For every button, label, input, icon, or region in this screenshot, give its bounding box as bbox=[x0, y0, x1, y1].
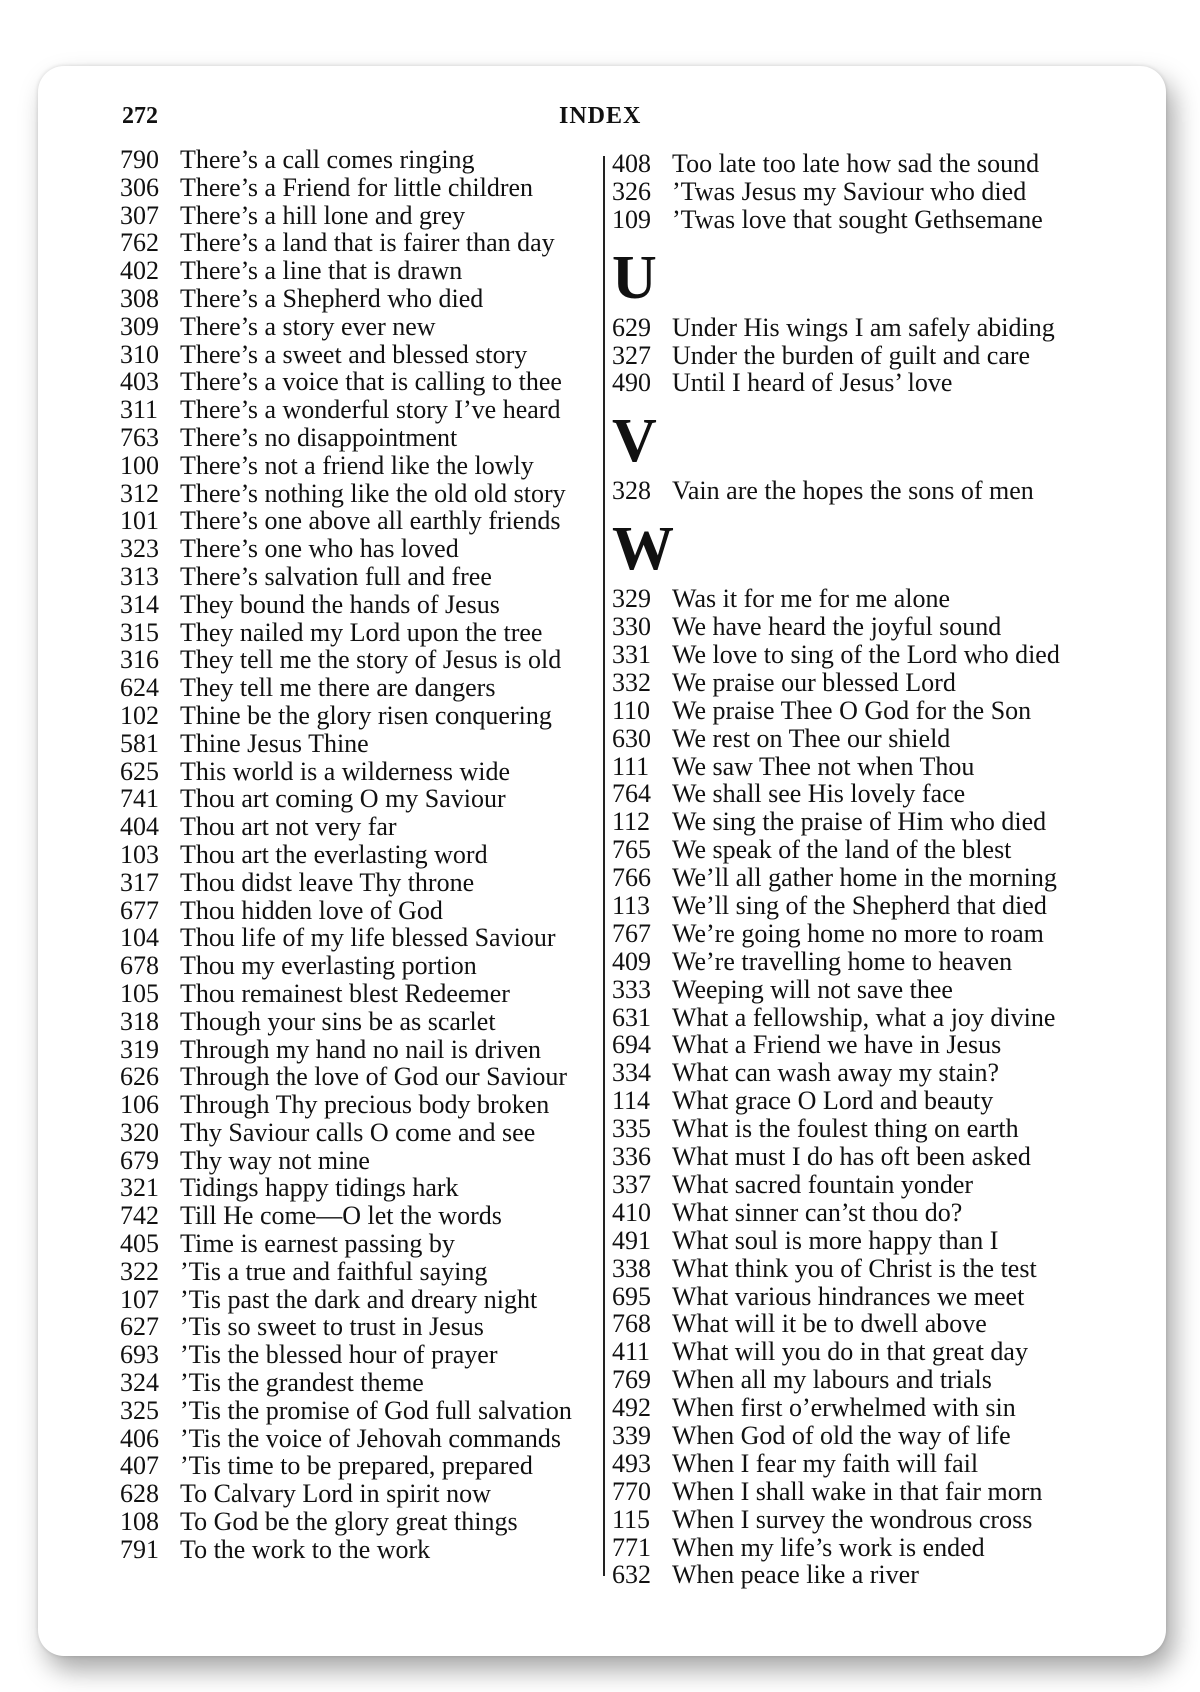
hymn-number: 762 bbox=[120, 228, 159, 258]
section-letter-u: U bbox=[612, 243, 657, 312]
index-entry bbox=[120, 1258, 600, 1286]
hymn-title: We have heard the joyful sound bbox=[672, 612, 1002, 642]
hymn-number: 790 bbox=[120, 145, 159, 174]
hymn-title: What sacred fountain yonder bbox=[672, 1169, 974, 1199]
index-entry bbox=[120, 1119, 600, 1147]
index-entry bbox=[120, 202, 600, 230]
hymn-number: 328 bbox=[612, 476, 651, 506]
hymn-number: 493 bbox=[612, 1448, 651, 1478]
column-divider bbox=[603, 156, 605, 1576]
hymn-title: They bound the hands of Jesus bbox=[180, 589, 500, 619]
hymn-title: To the work to the work bbox=[180, 1534, 431, 1564]
hymn-number: 105 bbox=[120, 978, 159, 1008]
index-entry bbox=[120, 646, 600, 674]
index-entry bbox=[612, 1004, 1092, 1032]
hymn-number: 408 bbox=[612, 149, 651, 178]
index-entry bbox=[120, 1480, 600, 1508]
hymn-number: 325 bbox=[120, 1395, 159, 1425]
hymn-number: 632 bbox=[612, 1560, 651, 1590]
hymn-number: 318 bbox=[120, 1006, 159, 1036]
hymn-title: There’s not a friend like the lowly bbox=[180, 450, 534, 480]
index-entry bbox=[120, 730, 600, 758]
hymn-title: Thou remainest blest Redeemer bbox=[180, 978, 510, 1008]
hymn-number: 767 bbox=[612, 918, 651, 948]
index-entry bbox=[120, 1397, 600, 1425]
hymn-number: 327 bbox=[612, 340, 651, 370]
hymn-number: 771 bbox=[612, 1532, 651, 1562]
index-entry bbox=[612, 697, 1092, 725]
hymn-title: Thou hidden love of God bbox=[180, 895, 443, 925]
index-entry bbox=[612, 920, 1092, 948]
hymn-title: We praise our blessed Lord bbox=[672, 667, 956, 697]
hymn-title: When I fear my faith will fail bbox=[672, 1448, 979, 1478]
hymn-title: Thou art coming O my Saviour bbox=[180, 784, 506, 814]
index-entry bbox=[612, 150, 1092, 178]
hymn-title: Tidings happy tidings hark bbox=[180, 1173, 459, 1203]
hymn-number: 107 bbox=[120, 1284, 159, 1314]
hymn-title: Through Thy precious body broken bbox=[180, 1090, 550, 1120]
hymn-title: There’s salvation full and free bbox=[180, 561, 492, 591]
hymn-number: 678 bbox=[120, 951, 159, 981]
index-entry bbox=[120, 1063, 600, 1091]
hymn-title: Thou didst leave Thy throne bbox=[180, 867, 475, 897]
page-number: 272 bbox=[122, 103, 158, 129]
hymn-title: What must I do has oft been asked bbox=[672, 1142, 1031, 1172]
index-entry bbox=[120, 174, 600, 202]
hymn-title: ’Twas Jesus my Saviour who died bbox=[672, 176, 1027, 206]
index-entry bbox=[612, 1506, 1092, 1534]
index-entry bbox=[120, 1147, 600, 1175]
index-entry bbox=[612, 1338, 1092, 1366]
hymn-number: 492 bbox=[612, 1393, 651, 1423]
index-entry bbox=[612, 780, 1092, 808]
index-entry bbox=[120, 480, 600, 508]
hymn-number: 337 bbox=[612, 1169, 651, 1199]
index-entry bbox=[120, 591, 600, 619]
index-entry bbox=[612, 1450, 1092, 1478]
hymn-title: There’s a land that is fairer than day bbox=[180, 228, 555, 258]
hymn-title: We’ll all gather home in the morning bbox=[672, 863, 1057, 893]
hymn-number: 581 bbox=[120, 728, 159, 758]
hymn-title: There’s a Shepherd who died bbox=[180, 283, 484, 313]
hymn-number: 630 bbox=[612, 723, 651, 753]
hymn-number: 677 bbox=[120, 895, 159, 925]
index-entry bbox=[120, 368, 600, 396]
hymn-title: What grace O Lord and beauty bbox=[672, 1086, 994, 1116]
hymn-title: When I survey the wondrous cross bbox=[672, 1504, 1033, 1534]
index-entry bbox=[612, 1115, 1092, 1143]
index-entry bbox=[120, 674, 600, 702]
hymn-number: 629 bbox=[612, 312, 651, 342]
index-entry bbox=[612, 342, 1092, 370]
index-entry bbox=[120, 1341, 600, 1369]
hymn-title: There’s one above all earthly friends bbox=[180, 506, 561, 536]
hymn-title: What soul is more happy than I bbox=[672, 1225, 999, 1255]
hymn-number: 115 bbox=[612, 1504, 651, 1534]
hymn-title: Time is earnest passing by bbox=[180, 1229, 455, 1259]
index-entry bbox=[120, 563, 600, 591]
hymn-title: Too late too late how sad the sound bbox=[672, 149, 1040, 178]
index-entry bbox=[612, 1394, 1092, 1422]
index-entry bbox=[120, 785, 600, 813]
hymn-title: Till He come—O let the words bbox=[180, 1201, 502, 1231]
hymn-title: ’Tis past the dark and dreary night bbox=[180, 1284, 538, 1314]
hymn-title: To God be the glory great things bbox=[180, 1507, 518, 1537]
hymn-number: 113 bbox=[612, 891, 651, 921]
index-entry bbox=[612, 206, 1092, 234]
index-entry bbox=[612, 178, 1092, 206]
hymn-number: 324 bbox=[120, 1368, 159, 1398]
index-entry bbox=[120, 897, 600, 925]
hymn-number: 335 bbox=[612, 1114, 651, 1144]
index-entry bbox=[120, 1452, 600, 1480]
hymn-number: 309 bbox=[120, 311, 159, 341]
index-entry bbox=[120, 285, 600, 313]
hymn-title: When peace like a river bbox=[672, 1560, 919, 1590]
hymn-title: ’Twas love that sought Gethsemane bbox=[672, 204, 1043, 234]
hymn-number: 491 bbox=[612, 1225, 651, 1255]
hymn-title: Was it for me for me alone bbox=[672, 584, 951, 614]
hymn-title: There’s one who has loved bbox=[180, 534, 459, 564]
hymn-title: What will you do in that great day bbox=[672, 1337, 1028, 1367]
index-entry bbox=[612, 725, 1092, 753]
index-entry bbox=[120, 1536, 600, 1564]
index-entry bbox=[120, 952, 600, 980]
index-entry bbox=[120, 257, 600, 285]
hymn-title: Thine Jesus Thine bbox=[180, 728, 369, 758]
index-entry bbox=[612, 314, 1092, 342]
hymn-title: There’s a story ever new bbox=[180, 311, 436, 341]
index-entry bbox=[612, 669, 1092, 697]
hymn-number: 694 bbox=[612, 1030, 651, 1060]
hymn-title: We rest on Thee our shield bbox=[672, 723, 951, 753]
hymn-number: 410 bbox=[612, 1197, 651, 1227]
index-entry bbox=[612, 1059, 1092, 1087]
index-entry bbox=[120, 452, 600, 480]
hymn-number: 326 bbox=[612, 176, 651, 206]
hymn-title: When I shall wake in that fair morn bbox=[672, 1476, 1043, 1506]
hymn-number: 106 bbox=[120, 1090, 159, 1120]
section-w-entries bbox=[612, 585, 1092, 1589]
index-entry bbox=[612, 1366, 1092, 1394]
hymn-title: We shall see His lovely face bbox=[672, 779, 966, 809]
section-letter-v: V bbox=[612, 407, 657, 476]
hymn-title: To Calvary Lord in spirit now bbox=[180, 1479, 491, 1509]
hymn-number: 323 bbox=[120, 534, 159, 564]
hymn-title: What a fellowship, what a joy divine bbox=[672, 1002, 1056, 1032]
index-entry bbox=[612, 1534, 1092, 1562]
index-entry bbox=[120, 1286, 600, 1314]
hymn-number: 764 bbox=[612, 779, 651, 809]
index-entry bbox=[612, 1561, 1092, 1589]
hymn-title: We’re travelling home to heaven bbox=[672, 946, 1013, 976]
index-entry bbox=[612, 753, 1092, 781]
hymn-number: 313 bbox=[120, 561, 159, 591]
index-entry bbox=[612, 948, 1092, 976]
hymn-number: 319 bbox=[120, 1034, 159, 1064]
hymn-number: 404 bbox=[120, 812, 159, 842]
hymn-number: 339 bbox=[612, 1420, 651, 1450]
hymn-number: 769 bbox=[612, 1365, 651, 1395]
hymn-number: 338 bbox=[612, 1253, 651, 1283]
hymn-title: Thy way not mine bbox=[180, 1145, 370, 1175]
hymn-title: Thou art not very far bbox=[180, 812, 397, 842]
hymn-number: 409 bbox=[612, 946, 651, 976]
hymn-title: Weeping will not save thee bbox=[672, 974, 953, 1004]
index-entry bbox=[120, 1425, 600, 1453]
hymn-number: 490 bbox=[612, 368, 651, 398]
hymn-number: 624 bbox=[120, 673, 159, 703]
hymn-title: They tell me there are dangers bbox=[180, 673, 496, 703]
hymn-number: 322 bbox=[120, 1256, 159, 1286]
hymn-title: We saw Thee not when Thou bbox=[672, 751, 975, 781]
section-v-entries bbox=[612, 477, 1092, 505]
hymn-number: 334 bbox=[612, 1058, 651, 1088]
index-entry bbox=[120, 507, 600, 535]
index-entry bbox=[612, 369, 1092, 397]
hymn-title: Through the love of God our Saviour bbox=[180, 1062, 568, 1092]
index-entry bbox=[120, 229, 600, 257]
hymn-title: What sinner can’st thou do? bbox=[672, 1197, 963, 1227]
index-entry bbox=[612, 641, 1092, 669]
hymn-number: 411 bbox=[612, 1337, 651, 1367]
right-top-entries bbox=[612, 150, 1092, 234]
index-entry bbox=[120, 424, 600, 452]
hymn-title: What is the foulest thing on earth bbox=[672, 1114, 1019, 1144]
hymn-number: 742 bbox=[120, 1201, 159, 1231]
hymn-number: 763 bbox=[120, 422, 159, 452]
hymn-title: There’s no disappointment bbox=[180, 422, 458, 452]
hymn-number: 693 bbox=[120, 1340, 159, 1370]
hymn-number: 111 bbox=[612, 751, 650, 781]
hymn-title: Through my hand no nail is driven bbox=[180, 1034, 542, 1064]
hymn-number: 307 bbox=[120, 200, 159, 230]
hymn-title: We speak of the land of the blest bbox=[672, 835, 1012, 865]
hymn-number: 112 bbox=[612, 807, 651, 837]
hymn-title: ’Tis the promise of God full salvation bbox=[180, 1395, 572, 1425]
hymn-number: 768 bbox=[612, 1309, 651, 1339]
hymn-title: We’re going home no more to roam bbox=[672, 918, 1044, 948]
index-entry bbox=[612, 613, 1092, 641]
index-entry bbox=[120, 341, 600, 369]
hymn-number: 628 bbox=[120, 1479, 159, 1509]
hymn-title: What a Friend we have in Jesus bbox=[672, 1030, 1002, 1060]
hymn-number: 316 bbox=[120, 645, 159, 675]
hymn-number: 310 bbox=[120, 339, 159, 369]
index-entry bbox=[612, 1227, 1092, 1255]
hymn-title: Thou my everlasting portion bbox=[180, 951, 477, 981]
hymn-number: 627 bbox=[120, 1312, 159, 1342]
hymn-number: 766 bbox=[612, 863, 651, 893]
hymn-title: What can wash away my stain? bbox=[672, 1058, 1000, 1088]
hymn-number: 101 bbox=[120, 506, 159, 536]
hymn-number: 110 bbox=[612, 695, 651, 725]
index-entry bbox=[612, 892, 1092, 920]
left-column bbox=[120, 146, 600, 1564]
hymn-title: This world is a wilderness wide bbox=[180, 756, 511, 786]
hymn-number: 114 bbox=[612, 1086, 651, 1116]
index-entry bbox=[120, 702, 600, 730]
hymn-number: 405 bbox=[120, 1229, 159, 1259]
hymn-number: 336 bbox=[612, 1142, 651, 1172]
index-entry bbox=[120, 924, 600, 952]
index-entry bbox=[120, 313, 600, 341]
section-letter-w: W bbox=[612, 515, 674, 584]
hymn-title: When my life’s work is ended bbox=[672, 1532, 985, 1562]
hymn-title: ’Tis a true and faithful saying bbox=[180, 1256, 488, 1286]
hymn-title: Under the burden of guilt and care bbox=[672, 340, 1031, 370]
hymn-title: When first o’erwhelmed with sin bbox=[672, 1393, 1016, 1423]
hymn-number: 308 bbox=[120, 283, 159, 313]
hymn-title: What think you of Christ is the test bbox=[672, 1253, 1037, 1283]
hymn-title: Thou life of my life blessed Saviour bbox=[180, 923, 556, 953]
hymn-title: There’s a line that is drawn bbox=[180, 256, 463, 286]
hymn-number: 402 bbox=[120, 256, 159, 286]
index-entry bbox=[612, 1199, 1092, 1227]
hymn-title: Thou art the everlasting word bbox=[180, 839, 488, 869]
hymn-title: Thy Saviour calls O come and see bbox=[180, 1117, 536, 1147]
hymn-number: 320 bbox=[120, 1117, 159, 1147]
hymn-number: 109 bbox=[612, 204, 651, 234]
index-entry bbox=[120, 1230, 600, 1258]
hymn-number: 403 bbox=[120, 367, 159, 397]
section-u bbox=[612, 243, 1092, 398]
index-entry bbox=[612, 836, 1092, 864]
hymn-number: 695 bbox=[612, 1281, 651, 1311]
hymn-number: 626 bbox=[120, 1062, 159, 1092]
hymn-title: There’s nothing like the old old story bbox=[180, 478, 566, 508]
hymn-title: We’ll sing of the Shepherd that died bbox=[672, 891, 1047, 921]
index-entry bbox=[612, 1087, 1092, 1115]
index-entry bbox=[612, 1031, 1092, 1059]
hymn-number: 104 bbox=[120, 923, 159, 953]
hymn-title: They tell me the story of Jesus is old bbox=[180, 645, 562, 675]
index-entry bbox=[612, 864, 1092, 892]
hymn-title: There’s a sweet and blessed story bbox=[180, 339, 528, 369]
index-entry bbox=[612, 976, 1092, 1004]
hymn-number: 406 bbox=[120, 1423, 159, 1453]
index-entry bbox=[612, 585, 1092, 613]
index-entry bbox=[120, 869, 600, 897]
hymn-title: There’s a Friend for little children bbox=[180, 172, 534, 202]
hymn-number: 333 bbox=[612, 974, 651, 1004]
hymn-number: 100 bbox=[120, 450, 159, 480]
right-column bbox=[612, 150, 1092, 1589]
hymn-title: They nailed my Lord upon the tree bbox=[180, 617, 543, 647]
index-entry bbox=[120, 396, 600, 424]
hymn-number: 332 bbox=[612, 667, 651, 697]
hymn-title: When God of old the way of life bbox=[672, 1420, 1011, 1450]
hymn-number: 306 bbox=[120, 172, 159, 202]
hymn-number: 679 bbox=[120, 1145, 159, 1175]
hymn-number: 103 bbox=[120, 839, 159, 869]
hymn-title: What will it be to dwell above bbox=[672, 1309, 987, 1339]
hymn-number: 765 bbox=[612, 835, 651, 865]
hymn-number: 108 bbox=[120, 1507, 159, 1537]
hymn-number: 330 bbox=[612, 612, 651, 642]
hymn-number: 311 bbox=[120, 395, 159, 425]
index-entry bbox=[120, 1008, 600, 1036]
index-entry bbox=[120, 841, 600, 869]
index-entry bbox=[612, 808, 1092, 836]
index-entry bbox=[612, 477, 1092, 505]
index-entry bbox=[120, 619, 600, 647]
page-title: INDEX bbox=[559, 103, 642, 129]
hymn-number: 407 bbox=[120, 1451, 159, 1481]
index-entry bbox=[120, 813, 600, 841]
hymn-title: ’Tis so sweet to trust in Jesus bbox=[180, 1312, 484, 1342]
hymn-title: We sing the praise of Him who died bbox=[672, 807, 1047, 837]
index-entry bbox=[120, 146, 600, 174]
hymn-title: We praise Thee O God for the Son bbox=[672, 695, 1032, 725]
index-entry bbox=[120, 1091, 600, 1119]
index-entry bbox=[612, 1283, 1092, 1311]
hymn-number: 791 bbox=[120, 1534, 159, 1564]
hymn-title: We love to sing of the Lord who died bbox=[672, 640, 1060, 670]
hymn-title: Until I heard of Jesus’ love bbox=[672, 368, 953, 398]
hymn-number: 741 bbox=[120, 784, 159, 814]
hymn-number: 317 bbox=[120, 867, 159, 897]
hymn-title: ’Tis the grandest theme bbox=[180, 1368, 424, 1398]
index-entry bbox=[120, 1369, 600, 1397]
hymn-number: 329 bbox=[612, 584, 651, 614]
hymn-title: There’s a hill lone and grey bbox=[180, 200, 466, 230]
index-entry bbox=[120, 980, 600, 1008]
section-u-entries bbox=[612, 314, 1092, 398]
hymn-number: 102 bbox=[120, 700, 159, 730]
hymn-number: 770 bbox=[612, 1476, 651, 1506]
index-entry bbox=[120, 758, 600, 786]
hymn-number: 631 bbox=[612, 1002, 651, 1032]
hymn-number: 315 bbox=[120, 617, 159, 647]
hymn-title: What various hindrances we meet bbox=[672, 1281, 1025, 1311]
hymn-number: 312 bbox=[120, 478, 159, 508]
hymn-title: When all my labours and trials bbox=[672, 1365, 992, 1395]
index-entry bbox=[612, 1143, 1092, 1171]
hymn-title: ’Tis the voice of Jehovah commands bbox=[180, 1423, 562, 1453]
hymn-title: Vain are the hopes the sons of men bbox=[672, 476, 1034, 506]
index-entry bbox=[120, 1174, 600, 1202]
hymn-title: ’Tis time to be prepared, prepared bbox=[180, 1451, 533, 1481]
section-w bbox=[612, 515, 1092, 1590]
hymn-title: There’s a wonderful story I’ve heard bbox=[180, 395, 561, 425]
index-entry bbox=[120, 1508, 600, 1536]
index-entry bbox=[612, 1310, 1092, 1338]
index-entry bbox=[612, 1171, 1092, 1199]
hymn-title: There’s a call comes ringing bbox=[180, 145, 475, 174]
hymn-number: 321 bbox=[120, 1173, 159, 1203]
index-entry bbox=[612, 1478, 1092, 1506]
hymn-title: Under His wings I am safely abiding bbox=[672, 312, 1055, 342]
section-v bbox=[612, 407, 1092, 506]
index-entry bbox=[612, 1255, 1092, 1283]
hymn-number: 331 bbox=[612, 640, 651, 670]
index-entry bbox=[120, 1313, 600, 1341]
hymn-title: There’s a voice that is calling to thee bbox=[180, 367, 562, 397]
index-entry bbox=[120, 1036, 600, 1064]
hymn-title: Thine be the glory risen conquering bbox=[180, 700, 552, 730]
index-entry bbox=[120, 1202, 600, 1230]
hymn-title: Though your sins be as scarlet bbox=[180, 1006, 496, 1036]
index-entry bbox=[612, 1422, 1092, 1450]
hymn-title: ’Tis the blessed hour of prayer bbox=[180, 1340, 498, 1370]
index-entry bbox=[120, 535, 600, 563]
hymn-number: 625 bbox=[120, 756, 159, 786]
hymn-number: 314 bbox=[120, 589, 159, 619]
